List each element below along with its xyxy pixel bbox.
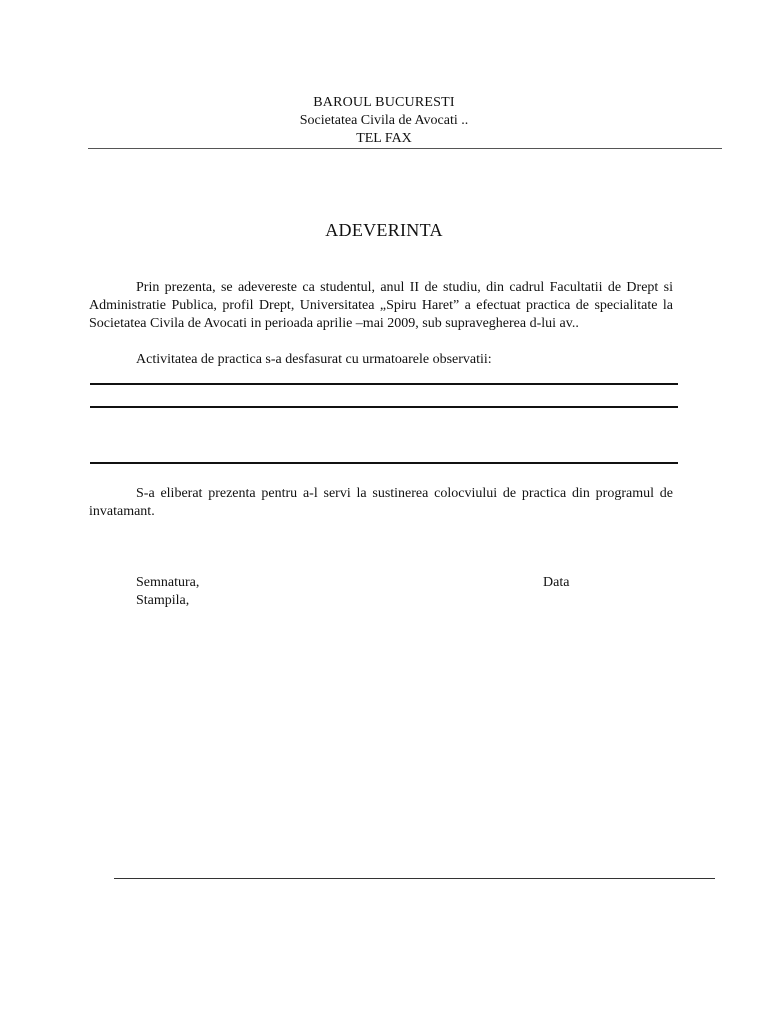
observation-fill-line-2 xyxy=(90,406,678,408)
stamp-label: Stampila, xyxy=(136,593,190,608)
document-title: ADEVERINTA xyxy=(325,220,443,240)
contact-line: TEL FAX xyxy=(356,131,412,146)
observation-fill-line-1 xyxy=(90,383,678,385)
bar-name: BAROUL BUCURESTI xyxy=(313,95,455,110)
signature-label: Semnatura, xyxy=(136,575,200,590)
document-header xyxy=(0,94,768,148)
issuance-paragraph xyxy=(89,485,673,521)
issuance-paragraph-text: S-a eliberat prezenta pentru a-l servi la sustinerea colocviului de practica din programul de invatamant. xyxy=(89,486,673,519)
certificate-paragraph xyxy=(89,279,673,333)
footer-divider xyxy=(114,878,715,879)
observations-intro: Activitatea de practica s-a desfasurat cu urmatoarele observatii: xyxy=(136,352,492,367)
header-divider xyxy=(88,148,722,149)
observation-fill-line-3 xyxy=(90,462,678,464)
certificate-paragraph-text: Prin prezenta, se adevereste ca studentul, anul II de studiu, din cadrul Facultatii de Drept si Administratie Publica, profil Drept, Universitatea „Spiru Haret” a efectuat practica de specialitate la Societatea Civila de Avocati in perioada aprilie –mai 2009, sub supravegherea d-lui av.. xyxy=(89,280,673,331)
date-label: Data xyxy=(543,575,570,590)
law-firm-name: Societatea Civila de Avocati .. xyxy=(299,113,469,128)
